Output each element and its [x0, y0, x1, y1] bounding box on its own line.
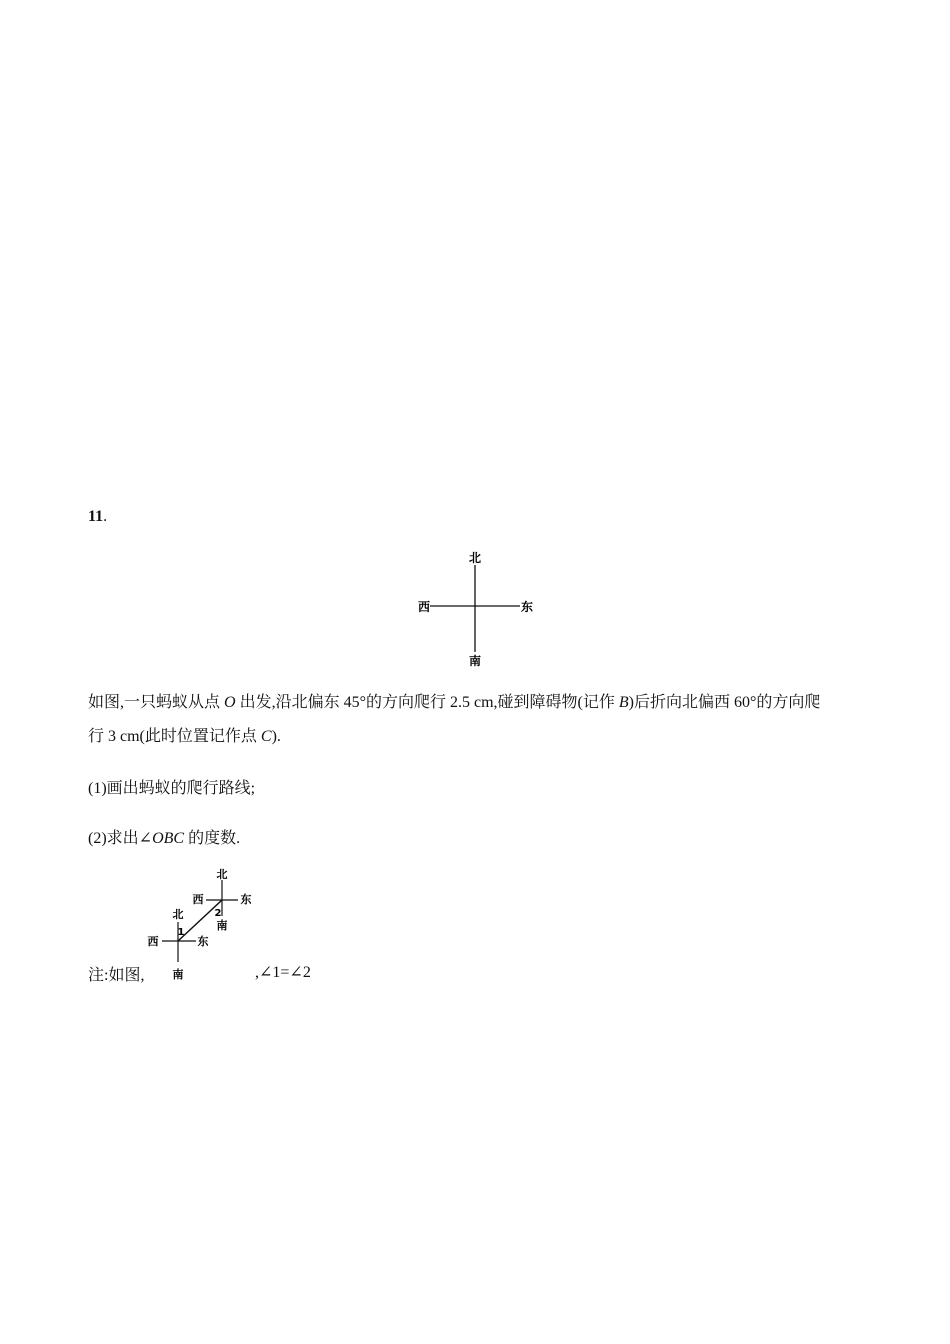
lower-north-label: 北: [172, 908, 184, 921]
question-number-dot: .: [103, 508, 108, 525]
upper-east-label: 东: [240, 893, 252, 906]
note-prefix: 注:如图,: [88, 967, 145, 984]
upper-south-label: 南: [216, 919, 228, 932]
part-2-post: 的度数.: [184, 830, 241, 847]
problem-statement: [88, 686, 863, 754]
upper-west-label: 西: [192, 893, 204, 906]
compass-diagram: [408, 545, 543, 670]
lower-west-label: 西: [147, 935, 159, 948]
lower-angle-label: 1: [177, 927, 185, 938]
problem-line2-post: ).: [271, 728, 281, 745]
part-2: [88, 822, 863, 856]
compass-south-label: 南: [468, 654, 482, 668]
question-number-value: 11: [88, 508, 104, 525]
lower-south-label: 南: [172, 968, 184, 981]
upper-angle-label: 2: [214, 908, 222, 919]
problem-line1-pre: 如图,一只蚂蚁从点: [88, 694, 225, 711]
problem-line2-pre: 行 3 cm(此时位置记作点: [88, 728, 261, 745]
note-equation: ,∠1=∠2: [255, 964, 311, 981]
problem-line1-mid: 出发,沿北偏东 45°的方向爬行 2.5 cm,碰到障碍物(记作: [235, 694, 619, 711]
compass-north-label: 北: [468, 551, 482, 565]
note-figure: [140, 864, 270, 984]
part-2-pre: (2)求出∠: [88, 830, 153, 847]
point-b: B: [618, 694, 629, 711]
question-number: [88, 508, 107, 526]
point-c: C: [260, 728, 272, 745]
lower-east-label: 东: [197, 935, 209, 948]
part-1: (1)画出蚂蚁的爬行路线;: [88, 780, 256, 797]
problem-line1-post: )后折向北偏西 60°的方向爬: [628, 694, 821, 711]
compass-west-label: 西: [417, 600, 431, 614]
part-2-angle: OBC: [152, 830, 185, 847]
point-o: O: [224, 694, 236, 711]
compass-east-label: 东: [520, 600, 534, 614]
upper-north-label: 北: [216, 868, 228, 881]
